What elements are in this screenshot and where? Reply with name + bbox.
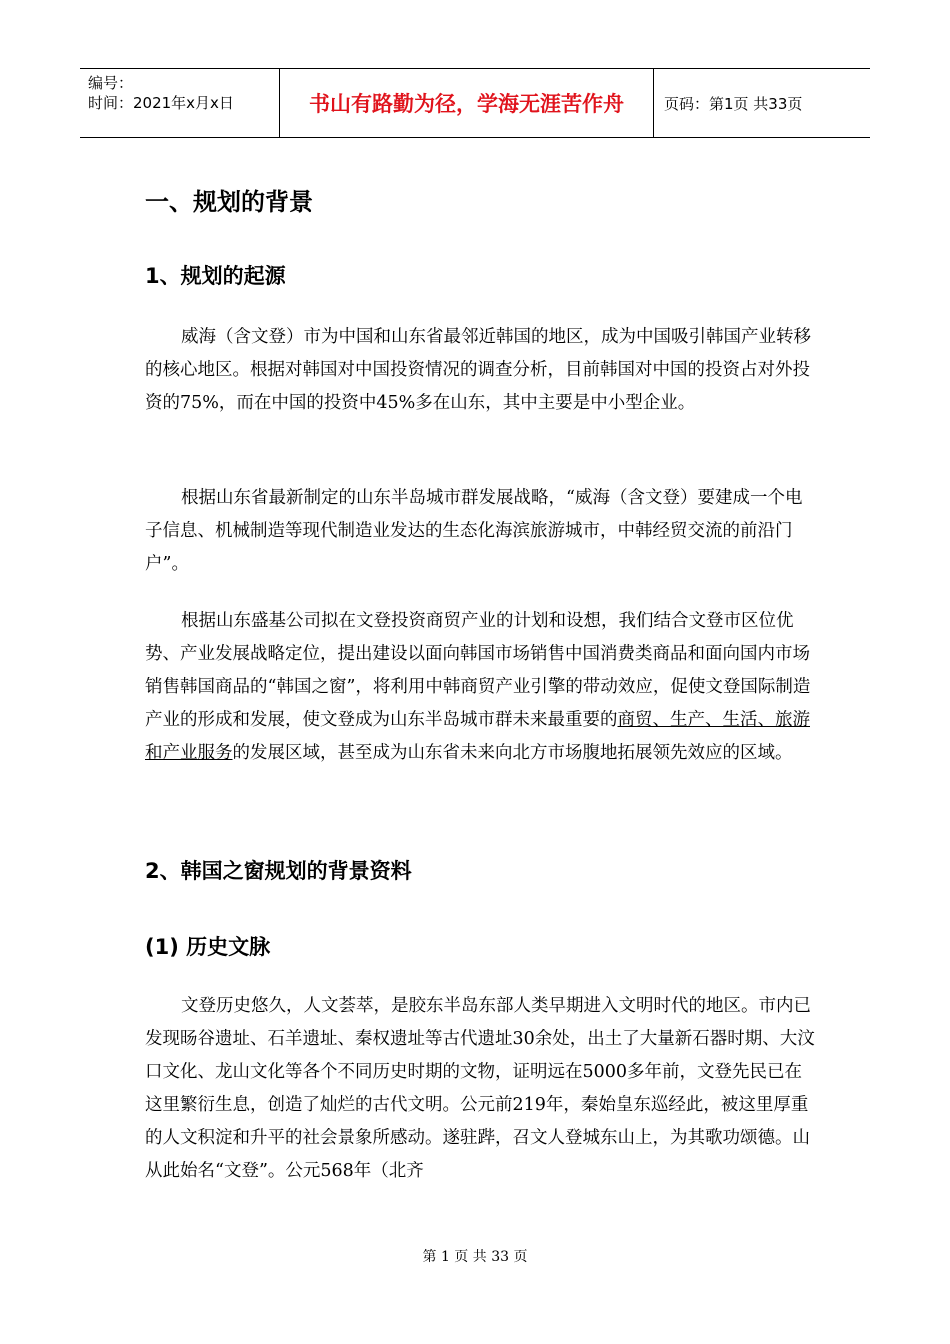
subsection-title-background: 2、韩国之窗规划的背景资料 — [145, 859, 412, 883]
paragraph-4: 文登历史悠久，人文荟萃，是胶东半岛东部人类早期进入文明时代的地区。市内已发现旸谷遗址、石羊遗址、秦权遗址等古代遗址30余处，出土了大量新石器时期、大汶口文化、龙山文化等各个不同历史时期的文物，证明远在5000多年前，文登先民已在这里繁衍生息，创造了灿烂的古代文明。公元前219年，秦始皇东巡经此，被这里厚重的人文积淀和升平的社会景象所感动。遂驻跸，召文人登城东山上，为其歌功颂德。山从此始名“文登”。公元568年（北齐 — [145, 996, 815, 1181]
section-title: 一、规划的背景 — [145, 188, 313, 216]
paragraph-3-text-a: 根据山东盛基公司拟在文登投资商贸产业的计划和设想，我们结合文登市区位优势、产业发展战略定位，提出建设以面向韩国市场销售中国消费类商品和面向国内市场销售韩国商品的“韩国之窗”，将利用中韩商贸产业引擎的带动效应，促使文登国际制造产业的形成和发展，使文登成为山东半岛城市群未来最重要的 — [145, 611, 811, 730]
paragraph-3-text-b: 的发展区域，甚至成为山东省未来向北方市场腹地拓展领先效应的区域。 — [232, 743, 793, 763]
header-meta — [80, 69, 280, 137]
time-label: 时间：2021年x月x日 — [88, 94, 234, 112]
header-table — [80, 68, 870, 138]
header-page-info: 页码：第1页 共33页 — [664, 94, 803, 113]
header-motto: 书山有路勤为径，学海无涯苦作舟 — [280, 69, 654, 137]
paragraph-1: 威海（含文登）市为中国和山东省最邻近韩国的地区，成为中国吸引韩国产业转移的核心地区。根据对韩国对中国投资情况的调查分析，目前韩国对中国的投资占对外投资的75%，而在中国的投资中45%多在山东，其中主要是中小型企业。 — [145, 327, 811, 413]
paragraph-2: 根据山东省最新制定的山东半岛城市群发展战略，“威海（含文登）要建成一个电子信息、机械制造等现代制造业发达的生态化海滨旅游城市，中韩经贸交流的前沿门户”。 — [145, 488, 803, 574]
paragraph-3 — [145, 605, 815, 770]
paragraph-3-underlined: 商贸、生产、生活、旅游和产业服务 — [145, 710, 810, 763]
subsubsection-title-history: (1) 历史文脉 — [145, 935, 271, 959]
code-label: 编号： — [88, 74, 134, 92]
subsection-title-origin: 1、规划的起源 — [145, 264, 286, 288]
page-footer: 第 1 页 共 33 页 — [422, 1249, 528, 1265]
